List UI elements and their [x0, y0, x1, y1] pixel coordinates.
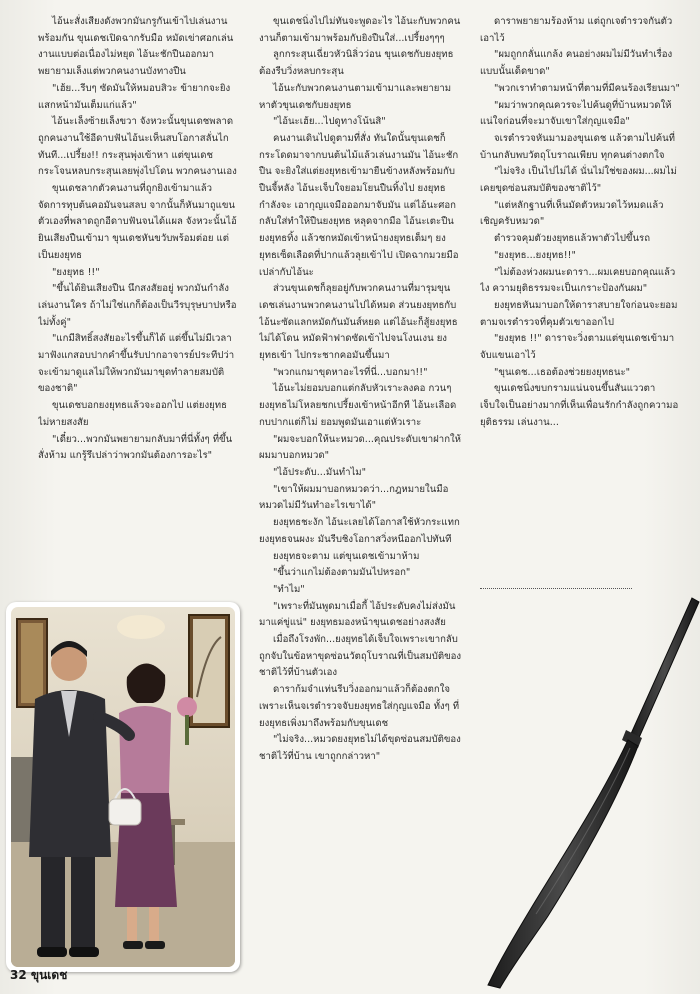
article-paragraph: "ผมว่าพวกคุณควรจะไปค้นดูที่บ้านหมวดให้แน่ใจก่อนที่จะมาจับเขาใส่กุญแจมือ"	[480, 99, 672, 128]
couple-scene-image	[11, 607, 235, 967]
article-paragraph: "เขาให้ผมมาบอกหมวดว่า...กฎหมายในมือหมวดไม่มีวันทำอะไรเขาได้"	[259, 483, 449, 512]
article-paragraph: คนงานเดินไปดูตามที่สั่ง ทันใดนั้นขุนเดชก็กระโดดมาจากบนต้นไม้แล้วเล่นงานมัน ไอ้นะชักปืน จะยิงใส่แต่ยงยุทธเข้ามายืนข้างหลังพร้อมกับปืนจี้หลัง ไอ้นะเจ็บใจยอมโยนปืนทิ้งไป ยงยุทธกำลังจะ เอากุญแจมือออกมาจับมัน แต่ไอ้นะศอกกลับใส่ทำให้ปืนยงยุทธ หลุดจากมือ ไอ้นะเตะปืนยงยุทธทิ้ง แล้วชกหมัดเข้าหน้ายงยุทธเต็มๆ ยงยุทธเซ็ดเลือดที่ปากแล้วลุยเข้าไป เปิดฉากมวยมือเปล่ากับไอ้นะ	[259, 132, 459, 278]
article-paragraph: ไอ้นะกับพวกคนงานตามเข้ามาและพยายามหาตัวขุนเดชกับยงยุทธ	[259, 82, 452, 111]
article-paragraph: "ผมจะบอกให้นะหมวด...คุณประดับเขาฝากให้ผมมาบอกหมวด"	[259, 433, 462, 462]
article-paragraph: ตำรวจคุมตัวยงยุทธแล้วพาตัวไปขึ้นรถ	[494, 233, 651, 245]
article-paragraph: ดาราพยายามร้องห้าม แต่ถูกเจตำรวจกันตัวเอาไว้	[480, 16, 673, 44]
article-paragraph: "ไม่จริง เป็นไปไม่ได้ นั่นไม่ใช่ของผม...ผมไม่เคยขุดซ่อนสมบัติของชาติไว้"	[480, 166, 677, 195]
article-paragraph: "ยงยุทธ !!" ดาราจะวิ่งตามแต่ขุนเดชเข้ามาจับแขนเอาไว้	[480, 333, 675, 362]
article-paragraph: "เฮ้ย...รีบๆ ซัดมันให้หมอบสิวะ ข้ายากจะยิงแสกหน้ามันเต็มแก่แล้ว"	[38, 82, 231, 111]
article-paragraph: "ขึ้นได้ยินเสียงปืน นึกสงสัยอยู่ พวกมันกำลังเล่นงานใคร ถ้าไม่ใช่แกก็ต้องเป็นวีรบุรุษบาปหรือ ไม่ทั้งคู่"	[38, 283, 237, 328]
article-paragraph: "แต่หลักฐานที่เห็นมัดตัวหมวดไว้หมดแล้ว เชิญครับหมวด"	[480, 199, 664, 228]
article-column-2	[259, 14, 462, 969]
article-column-1	[38, 14, 238, 594]
article-paragraph: "ไอ้ประดับ...มันทำไม"	[273, 466, 367, 478]
article-paragraph: "ทำไม"	[273, 583, 305, 595]
article-paragraph: "ไอ้นะเฮ้ย...ไปดูทางโน้นสิ"	[273, 116, 386, 128]
article-paragraph: "แกมีสิทธิ์สงสัยอะไรขึ้นก็ได้ แต่ขึ้นไม่มีเวลามาฟังแกสอบปากคำขึ้นรับปากอาจารย์ประทีปว่าจะเข้ามาดูแลไม่ให้พวกมันมาขุดทำลายสมบัติของชาติ"	[38, 333, 235, 395]
article-paragraph: ส่วนขุนเดชก็ลุยอยู่กับพวกคนงานที่มารุมขุนเดชเล่นงานพวกคนงานไปได้หมด ส่วนยงยุทธกับ ไอ้นะซัดแลกหมัดกันมันส์หยด แต่ไอ้นะก็สู้ยงยุทธไม่ได้โดน หมัดฟ้าฟาดซัดเข้าไปจนโงนเงน ยงยุทธเข้า ไปกระชากคอมันขึ้นมา	[259, 283, 458, 362]
article-paragraph: "ยงยุทธ !!"	[52, 266, 100, 278]
section-divider	[480, 588, 632, 589]
article-paragraph: "ผมถูกกลั่นแกล้ง คนอย่างผมไม่มีวันทำเรื่องแบบนั้นเด็ดขาด"	[480, 49, 673, 78]
article-paragraph: ขุนเดชนิ่งขบกรามแน่นจนขึ้นสันแววตาเจ็บใจเป็นอย่างมากที่เห็นเพื่อนรักกำลังถูกความอยุติธรรม เล่นงาน...	[480, 383, 679, 428]
article-paragraph: ขุนเดชลากตัวคนงานที่ถูกยิงเข้ามาแล้วจัดการทุบต้นคอมันจนสลบ จากนั้นก็หันมาถูแขนตัวเองที่พลาดถูกอีดาบฟันจนได้แผล จังหวะนั้นไอ้ยินเสียงปืนเข้ามา ขุนเดชหันขวับพร้อมต่อย แต่เป็นยงยุทธ	[38, 183, 237, 261]
page-number: 32	[10, 968, 27, 982]
article-paragraph: "พวกแกมาขุดหาอะไรที่นี่...บอกมา!!"	[273, 366, 428, 378]
article-paragraph: "ไม่จริง...หมวดยงยุทธไม่ได้ขุดซ่อนสมบัติของชาติไว้ที่บ้าน เขาถูกกล่าวหา"	[259, 734, 461, 762]
magazine-name: ขุนเดช	[30, 968, 68, 982]
article-paragraph: ขุนเดชบอกยงยุทธแล้วจะออกไป แต่ยงยุทธไม่หายสงสัย	[38, 400, 227, 428]
article-paragraph: ดาราก้มจำแท่นรีบวิ่งออกมาแล้วก็ต้องตกใจเพราะเห็นจเรตำรวจจับยงยุทธใส่กุญแจมือ ทั้งๆ ที่ยงยุทธเพิ่งมาถึงพร้อมกับขุนเดช	[259, 684, 460, 729]
article-paragraph: ยงยุทธชะงัก ไอ้นะเลยได้โอกาสใช้หัวกระแทกยงยุทธจนผงะ มันรีบชิงโอกาสวิ่งหนีออกไปทันที	[259, 517, 460, 545]
article-paragraph: ไอ้นะไม่ยอมบอกแต่กลับหัวเราะลงคอ กวนๆ ยงยุทธไม่โหลยชกเปรี้ยงเข้าหน้าอีกที ไอ้นะเลือดกบปากแต่ก็ไม่ ยอมพูดมันเอาแต่หัวเราะ	[259, 383, 457, 428]
article-paragraph: ไอ้นะสั่งเสียงดังพวกมันกรูกันเข้าไปเล่นงานพร้อมกัน ขุนเดชเปิดฉากรับมือ หมัดเข่าศอกเล่นงานแบบต่อเนื่องไม่หยุด ไอ้นะชักปืนออกมาพยายามเล็งแต่พวกคนงานบังทางปืน	[38, 16, 234, 78]
article-paragraph: "เพราะที่มันพูดมาเมื่อกี้ ไอ้ประดับคงไม่ส่งมันมาแค่ขู่แน่" ยงยุทธมองหน้าขุนเดชอย่างสงสัย	[259, 600, 456, 629]
article-paragraph: "ยงยุทธ...ยงยุทธ!!"	[494, 249, 576, 261]
article-paragraph: ยงยุทธจะตาม แต่ขุนเดชเข้ามาห้าม	[273, 550, 420, 562]
sword-illustration	[470, 590, 700, 994]
article-paragraph: เมื่อถึงโรงพัก...ยงยุทธได้เจ็บใจเพราะเขากลับถูกจับในข้อหาขุดซ่อนวัตถุโบราณที่เป็นสมบัติของชาติไว้ที่บ้านตัวเอง	[259, 634, 462, 679]
article-paragraph: จเรตำรวจหันมามองขุนเดช แล้วตามไปค้นที่บ้านกลับพบวัตถุโบราณเพียบ ทุกคนต่างตกใจ	[480, 132, 675, 161]
article-paragraph: ลูกกระสุนเฉี่ยวหัวนิลิ่วว่อน ขุนเดชกับยงยุทธต้องรีบวิ่งหลบกระสุน	[259, 49, 454, 78]
article-paragraph: ขุนเดชนิ่งไปไม่ทันจะพูดอะไร ไอ้นะกับพวกคนงานก็ตามเข้ามาพร้อมกับยิงปืนใส่...เปรี้ยงๆๆๆ	[259, 16, 461, 44]
article-paragraph: "ขุนเดช...เธอต้องช่วยยงยุทธนะ"	[494, 366, 631, 378]
article-paragraph: "พวกเราทำตามหน้าที่ตามที่มีคนร้องเรียนมา"	[494, 82, 680, 94]
scene-photo	[6, 602, 240, 972]
article-paragraph: "ขึ้นว่าแกไม่ต้องตามมันไปหรอก"	[273, 567, 411, 579]
article-column-3	[480, 14, 680, 574]
article-paragraph: "ไม่ต้องห่วงผมนะดารา...ผมเคยบอกคุณแล้วไง ความยุติธรรมจะเป็นเกราะป้องกันผม"	[480, 266, 676, 295]
article-paragraph: ยงยุทธหันมาบอกให้ดาราสบายใจก่อนจะยอมตามจเรตำรวจที่คุมตัวเขาออกไป	[480, 299, 678, 328]
page-footer	[10, 966, 67, 985]
article-paragraph: "เดี๋ยว...พวกมันพยายามกลับมาที่นี่ทั้งๆ ที่ขึ้นสั่งห้าม แกรู้รึเปล่าว่าพวกมันต้องการอะไร"	[38, 433, 233, 462]
article-paragraph: ไอ้นะเล็งซ้ายเล็งขวา จังหวะนั้นขุนเดชพลาดถูกคนงานใช้อีดาบฟันไอ้นะเห็นสบโอกาสลั่นไกทันที...เปรี้ยง!! กระสุนพุ่งเข้าหา แต่ขุนเดชกระโจนหลบกระสุนเลยพุ่งไปโดน พวกคนงานเอง	[38, 116, 237, 178]
